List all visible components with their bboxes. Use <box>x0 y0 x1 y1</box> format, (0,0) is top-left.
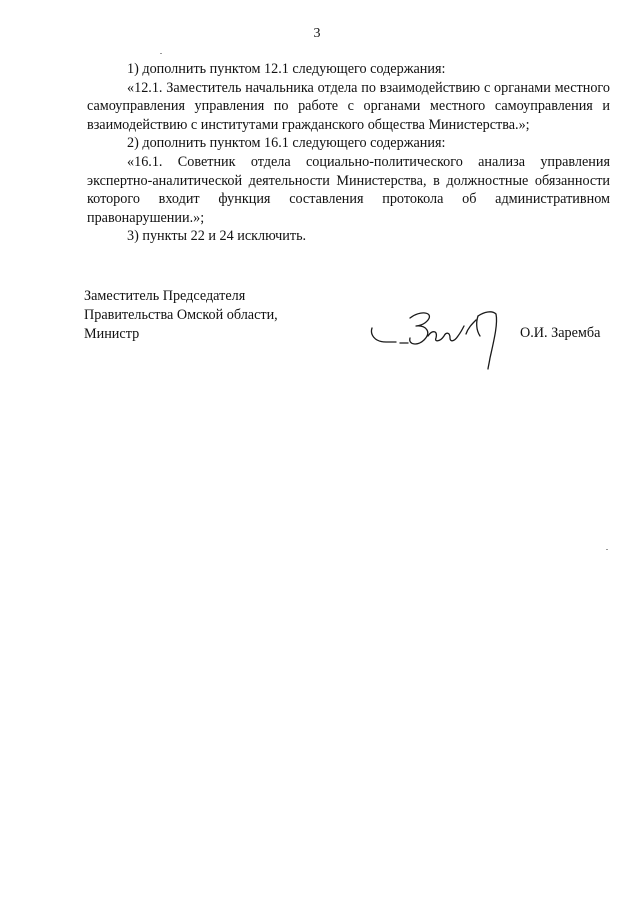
signatory-title-line: Министр <box>84 326 140 342</box>
signatory-title-line: Правительства Омской области, <box>84 307 278 323</box>
signatory-title-line: Заместитель Председателя <box>84 288 246 304</box>
paragraph-item-2: 2) дополнить пунктом 16.1 следующего содержания: <box>127 135 446 152</box>
signatory-title <box>84 287 278 344</box>
signatory-name: О.И. Заремба <box>520 325 601 341</box>
document-body <box>87 60 610 246</box>
scan-speck <box>160 53 162 54</box>
paragraph-item-3: 3) пункты 22 и 24 исключить. <box>127 228 307 245</box>
scan-speck <box>606 549 608 550</box>
paragraph-item-16-1: «16.1. Советник отдела социально-политического анализа управления экспертно-аналитической деятельности Министерства, в должностные обязанности которого входит функция составления протокола об административном правонарушении.»; <box>87 153 610 226</box>
paragraph-item-12-1: «12.1. Заместитель начальника отдела по взаимодействию с органами местного самоуправления управления по работе с органами местного самоуправления и взаимодействию с институтами гражданского общества Министерства.»; <box>87 79 610 133</box>
paragraph-item-1: 1) дополнить пунктом 12.1 следующего содержания: <box>127 61 446 77</box>
page-number: 3 <box>313 26 321 41</box>
handwritten-signature-icon <box>368 298 508 370</box>
